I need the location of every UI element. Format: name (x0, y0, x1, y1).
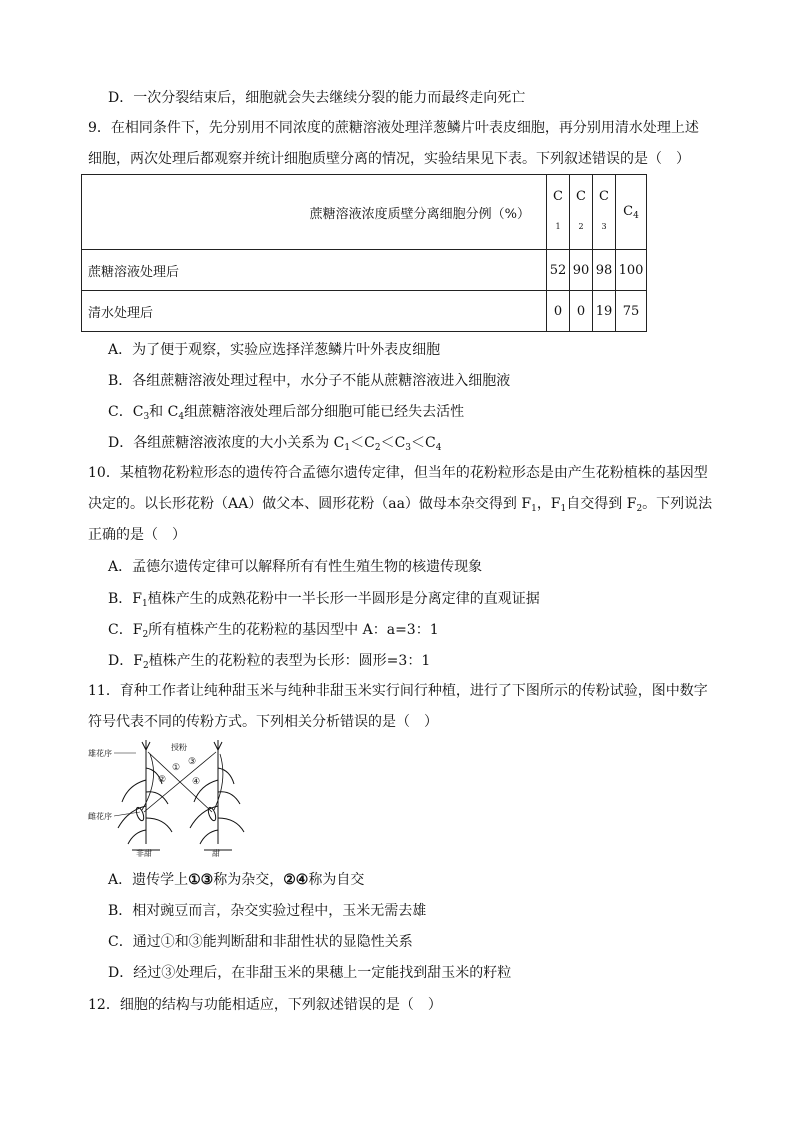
table-cell: 0 (570, 291, 593, 332)
table-cell: 19 (593, 291, 616, 332)
table-cell: 75 (616, 291, 647, 332)
table-cell: 98 (593, 250, 616, 291)
table-cell: 52 (547, 250, 570, 291)
mark-4: ④ (192, 777, 201, 787)
q9-option-b: B．各组蔗糖溶液处理过程中，水分子不能从蔗糖溶液进入细胞液 (108, 373, 511, 389)
q9-option-a: A．为了便于观察，实验应选择洋葱鳞片叶外表皮细胞 (108, 342, 441, 358)
corn-pollination-figure (88, 740, 258, 860)
q11-option-a: A．遗传学上①③称为杂交，②④称为自交 (108, 872, 365, 888)
table-col-c2: C 2 (570, 175, 593, 250)
q10-option-c: C．$F_2$所有植株产生的花粉粒的基因型中 A：a=3：1 (108, 622, 439, 640)
q9-stem-line1: 9．在相同条件下，先分别用不同浓度的蔗糖溶液处理洋葱鳞片叶表皮细胞，再分别用清水处理上述 (88, 120, 699, 136)
q10-stem-line1: 10．某植物花粉粒形态的遗传符合孟德尔遗传定律，但当年的花粉粒形态是由产生花粉植株的基因型 (88, 465, 708, 481)
q11-stem-line2: 符号代表不同的传粉方式。下列相关分析错误的是（ ） (88, 714, 438, 730)
row-label: 清水处理后 (82, 291, 547, 332)
table-cell: 0 (547, 291, 570, 332)
q9-option-c: C．$C_3$和 $C_4$组蔗糖溶液处理后部分细胞可能已经失去活性 (108, 404, 465, 422)
q11-option-c: C．通过①和③能判断甜和非甜性状的显隐性关系 (108, 934, 413, 950)
table-cell: 90 (570, 250, 593, 291)
q11-stem-line1: 11．育种工作者让纯种甜玉米与纯种非甜玉米实行间行种植，进行了下图所示的传粉试验，图中数字 (88, 683, 708, 699)
row-label: 蔗糖溶液处理后 (82, 250, 547, 291)
table-col-c1: C 1 (547, 175, 570, 250)
q12-stem: 12．细胞的结构与功能相适应，下列叙述错误的是（ ） (88, 997, 442, 1013)
table-row (82, 250, 647, 291)
male-inflorescence-label: 雄花序 (88, 749, 112, 758)
table-col-c4: $C_4$ (616, 175, 647, 250)
non-sweet-label: 非甜 (136, 849, 152, 858)
female-inflorescence-label: 雌花序 (88, 812, 112, 821)
q9-option-d: D．各组蔗糖溶液浓度的大小关系为 $C_1<C_2<C_3<C_4$ (108, 435, 442, 453)
q11-option-d: D．经过③处理后，在非甜玉米的果穗上一定能找到甜玉米的籽粒 (108, 965, 512, 981)
q10-stem-line2: 决定的。以长形花粉（AA）做父本、圆形花粉（aa）做母本杂交得到 $F_1$，$F_1$自交得到 $F_2$。下列说法 (88, 496, 713, 514)
q10-option-d: D．$F_2$植株产生的花粉粒的表型为长形：圆形=3：1 (108, 653, 431, 671)
table-row (82, 291, 647, 332)
table-header-concentration: 蔗糖溶液浓度质壁分离细胞分例（%） (82, 175, 547, 250)
mark-1: ① (172, 763, 181, 773)
sweet-corn-plant-icon (190, 740, 244, 850)
q9-stem-line2: 细胞，两次处理后都观察并统计细胞质壁分离的情况，实验结果见下表。下列叙述错误的是（ ） (88, 151, 690, 167)
table-col-c3: C 3 (593, 175, 616, 250)
q10-stem-line3: 正确的是（ ） (88, 527, 186, 543)
mark-3: ③ (188, 757, 197, 767)
q9-results-table (81, 174, 647, 332)
table-cell: 100 (616, 250, 647, 291)
q10-option-a: A．孟德尔遗传定律可以解释所有有性生殖生物的核遗传现象 (108, 559, 483, 575)
q8-option-d: D．一次分裂结束后，细胞就会失去继续分裂的能力而最终走向死亡 (108, 90, 526, 106)
q11-option-b: B．相对豌豆而言，杂交实验过程中，玉米无需去雄 (108, 903, 427, 919)
pollination-label: 授粉 (171, 743, 187, 752)
q10-option-b: B．$F_1$植株产生的成熟花粉中一半长形一半圆形是分离定律的直观证据 (108, 591, 540, 609)
sweet-label: 甜 (212, 849, 220, 858)
mark-2: ② (158, 775, 167, 785)
